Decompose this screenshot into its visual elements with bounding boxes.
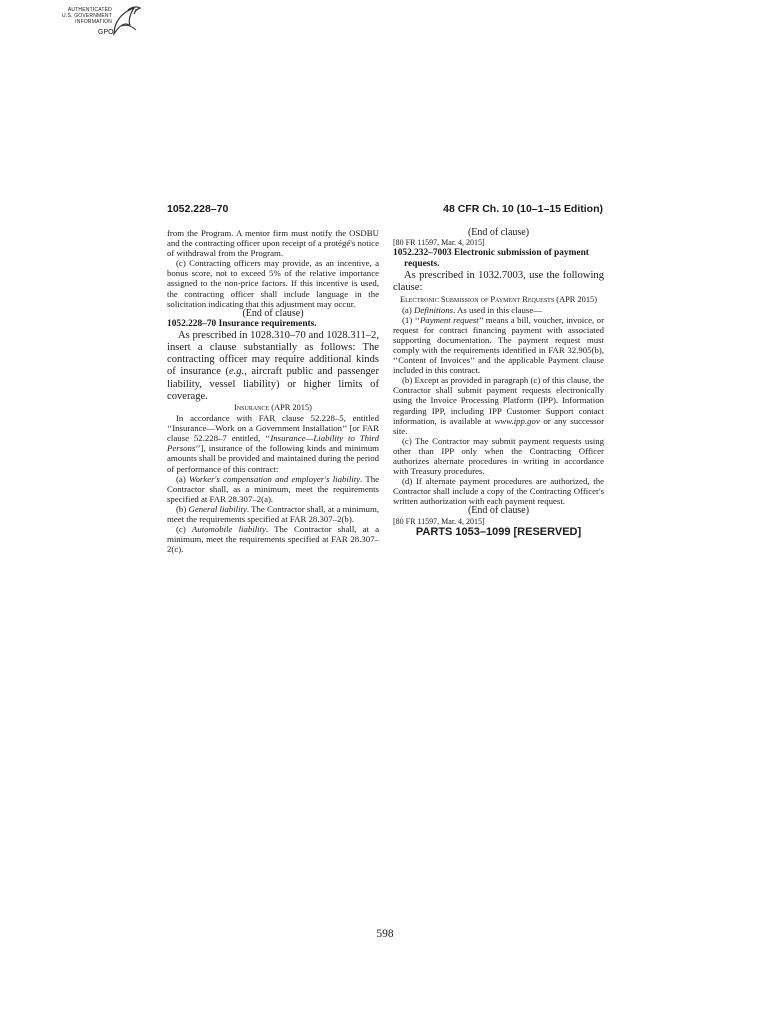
gpo-badge-line: INFORMATION xyxy=(75,19,112,25)
end-of-clause: (End of clause) xyxy=(467,505,530,517)
running-head-section: 1052.228–70 xyxy=(167,203,229,215)
right-column xyxy=(393,228,604,537)
gpo-badge-line: U.S. GOVERNMENT xyxy=(62,13,112,19)
end-of-clause: (End of clause) xyxy=(467,227,530,238)
text-run: As prescribed in 1028.310–70 and 1028.311–2, insert a clause substantially as follows: The contracting officer may require additional kinds of insurance ( xyxy=(167,329,379,378)
text-run: . The Contractor shall, at a minimum, meet the requirements specified at FAR 28.307–2(b). xyxy=(167,503,379,524)
end-of-clause: (End of clause) xyxy=(242,307,304,319)
text-run: . The Contractor shall, at a minimum, meet the requirements specified at FAR 28.307–2(c). xyxy=(167,524,380,555)
paragraph-definitions xyxy=(393,305,604,315)
text-run: (a) xyxy=(402,304,414,315)
text-run-italic: Insurance—Liability to Third Persons xyxy=(167,433,379,454)
page-number: 598 xyxy=(376,928,394,940)
paragraph-automobile-liability xyxy=(167,524,379,554)
paragraph-workers-compensation xyxy=(167,474,379,504)
text-run: ’’ means a bill, voucher, invoice, or request for contract financing payment with associated supporting documentation. The payment request must comply with the requirements identified in FAR 32.905(b), ‘‘Content of Invoices’’ and the applicable Payment clause included in this contract. xyxy=(393,314,604,376)
text-run: , aircraft public and passenger liability, vessel liability) or higher limits of coverage. xyxy=(167,366,379,402)
paragraph-insurance-prescription xyxy=(167,330,379,403)
paragraph-general-liability xyxy=(167,504,379,524)
paragraph-withdrawal: from the Program. A mentor firm must notify the OSDBU and the contracting officer upon receipt of a protégé's notice of withdrawal from the Program. xyxy=(167,228,379,259)
paragraph-far-clause xyxy=(167,413,379,474)
paragraph-alternate-authorization: (d) If alternate payment procedures are authorized, the Contractor shall include a copy of the Contracting Officer's written authorization with each payment request. xyxy=(393,476,604,507)
text-run: . The Contractor shall, as a minimum, meet the requirements specified at FAR 28.307–2(a). xyxy=(167,473,380,504)
text-run: . As used in this clause— xyxy=(453,304,543,315)
text-run: (b) Except as provided in paragraph (c) of this clause, the Contractor shall submit payment requests electronically using the Invoice Processing Platform (IPP). Information regarding IPP, including IPP Customer Support contact information, is available at xyxy=(393,375,605,426)
gpo-badge-label: GPO xyxy=(98,29,114,36)
text-run-italic: Automobile liability xyxy=(191,524,266,535)
paragraph-alternate-submission: (c) The Contractor may submit payment requests using other than IPP only when the Contracting Officer authorizes alternate procedures in writing in accordance with Treasury procedures. xyxy=(393,435,604,477)
paragraph-ipp-submission xyxy=(393,375,604,436)
text-run-italic: www.ipp.gov xyxy=(494,415,540,426)
text-run-italic: General liability xyxy=(188,503,247,514)
section-heading-insurance: 1052.228–70 Insurance requirements. xyxy=(167,318,317,329)
text-run: In accordance with FAR clause 52.228–5, entitled ‘‘Insurance—Work on a Government Installation’’ [or FAR clause 52.228–7 entitled, ‘‘ xyxy=(167,413,379,444)
text-run-italic: Worker's compensation and employer's liability xyxy=(188,473,361,484)
paragraph-payment-prescription: As prescribed in 1032.7003, use the following clause: xyxy=(393,270,604,294)
text-run: or any successor site. xyxy=(393,415,604,436)
text-run: (c) xyxy=(176,524,192,535)
text-run: ’’], insurance of the following kinds and minimum amounts shall be provided and maintained during the period of performance of this contract: xyxy=(167,443,379,474)
paragraph-payment-request-definition xyxy=(393,315,604,376)
section-heading-electronic-submission: 1052.232–7003 Electronic submission of payment requests. xyxy=(393,248,589,270)
eagle-icon xyxy=(110,4,142,38)
paragraph-incentive: (c) Contracting officers may provide, as an incentive, a bonus score, not to exceed 5% of the relative importance assigned to the non-price factors. If this incentive is used, the contracting officer shall include language in the solicitation indicating that this adjustment may occur. xyxy=(167,258,379,309)
clause-title-electronic-submission: Electronic Submission of Payment Requests (APR 2015) xyxy=(400,294,597,304)
gpo-badge-text xyxy=(60,7,112,25)
text-run: (a) xyxy=(176,473,189,484)
clause-title-insurance: Insurance (APR 2015) xyxy=(234,403,312,413)
citation: [80 FR 11597, Mar. 4, 2015] xyxy=(393,516,485,526)
gpo-badge-line: AUTHENTICATED xyxy=(67,7,112,13)
text-run-italic: Payment request xyxy=(419,314,479,325)
parts-reserved-heading: PARTS 1053–1099 [RESERVED] xyxy=(415,525,582,538)
gpo-authentication-badge xyxy=(60,4,144,44)
text-run: (b) xyxy=(176,503,189,514)
citation: [80 FR 11597, Mar. 4, 2015] xyxy=(393,238,485,248)
left-column xyxy=(167,228,379,554)
running-head-title: 48 CFR Ch. 10 (10–1–15 Edition) xyxy=(443,203,603,215)
text-run: (1) ‘‘ xyxy=(402,314,420,325)
text-run-italic: e.g. xyxy=(228,366,245,378)
text-run-italic: Definitions xyxy=(413,304,454,315)
